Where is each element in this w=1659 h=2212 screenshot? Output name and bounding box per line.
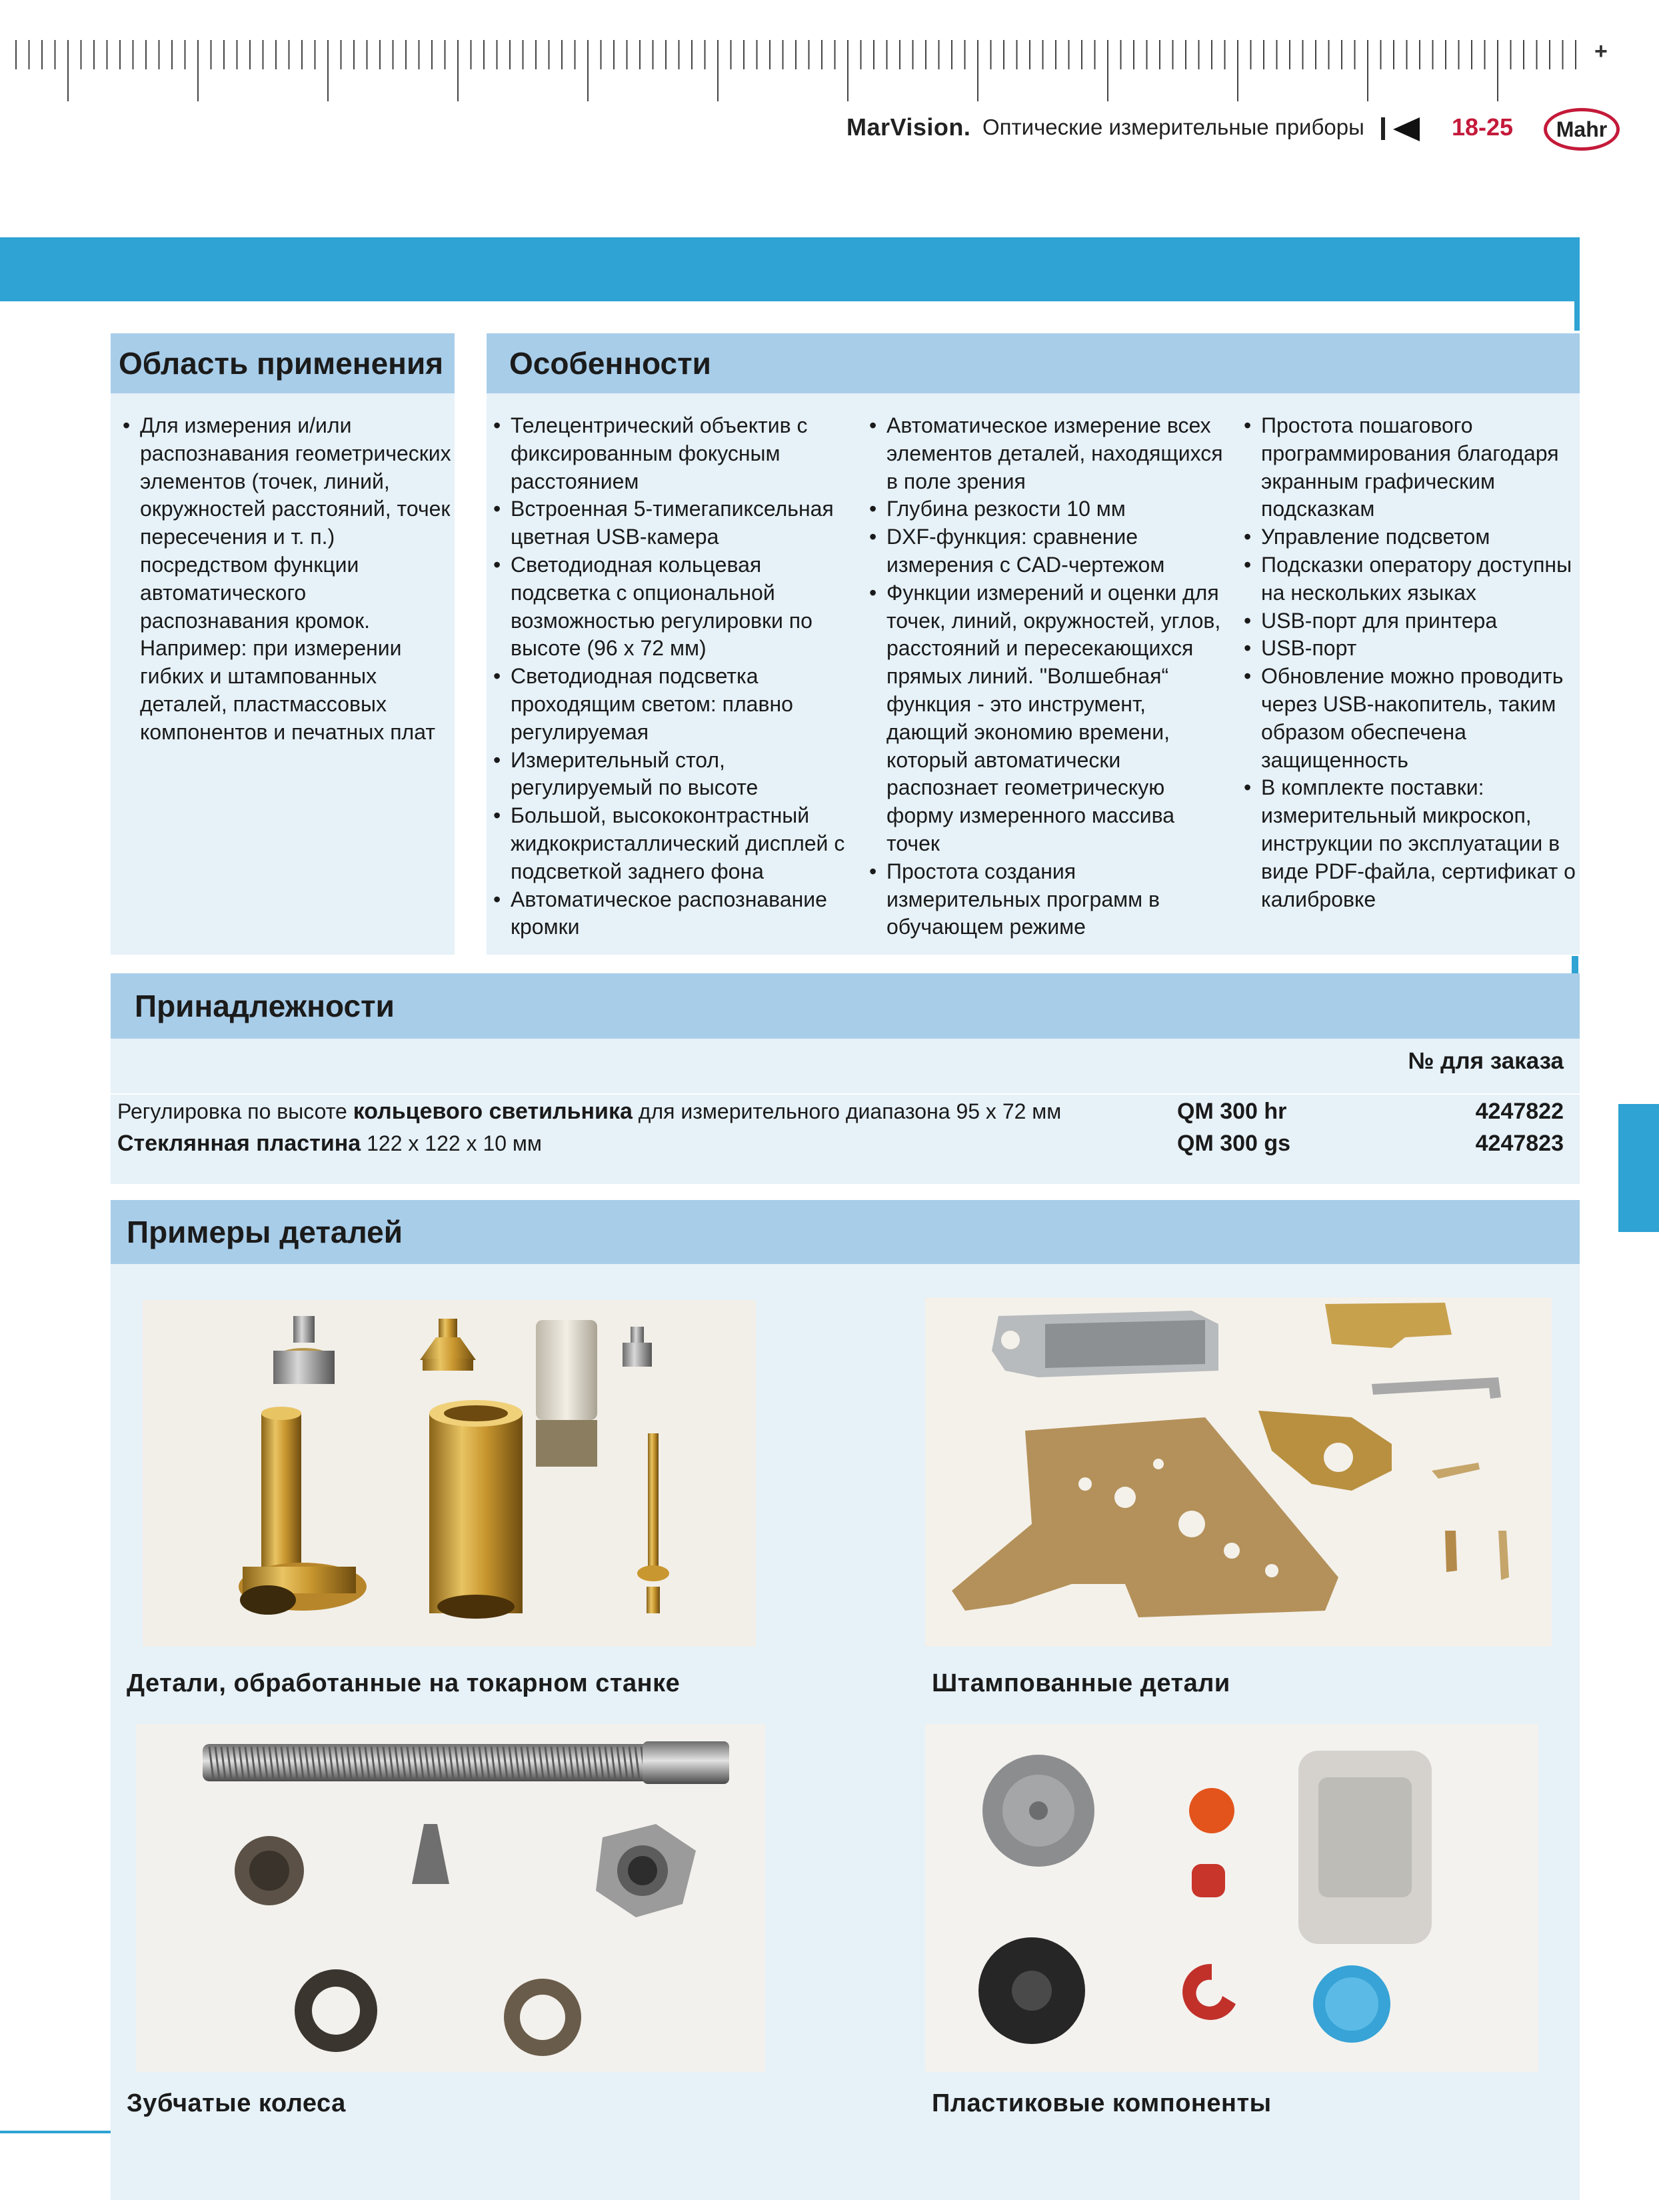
bullet-item: • Телецентрический объектив с фиксированным фокусным расстоянием [492, 412, 852, 495]
bullet-item: • Подсказки оператору доступны на нескольких языках [1242, 551, 1582, 607]
accessory-description [117, 1099, 1061, 1125]
features-list-1 [492, 412, 852, 941]
turned-parts-photo [143, 1300, 756, 1647]
gears-photo [136, 1724, 765, 2072]
bullet-item: • Функции измерений и оценки для точек, линий, окружностей, углов, расстояний и пересекающихся прямых линий. "Волшебная“ функция - это инструмент, дающий экономию времени, который автоматически распознает геометрическую форму измеренного массива точек [868, 579, 1228, 858]
turned-parts-image [143, 1300, 756, 1647]
logo-text: Mahr [1556, 117, 1608, 141]
examples-title: Примеры деталей [111, 1200, 1580, 1264]
bullet-item: • USB-порт для принтера [1242, 607, 1582, 635]
accessory-description [117, 1131, 542, 1157]
turned-parts-caption: Детали, обработанные на токарном станке [127, 1669, 681, 1697]
application-list [121, 412, 455, 747]
bullet-item: • Управление подсветом [1242, 523, 1582, 551]
plastic-parts-image [925, 1724, 1538, 2072]
header-subtitle: Оптические измерительные приборы [982, 115, 1364, 139]
accessory-desc-post: для измерительного диапазона 95 x 72 мм [632, 1099, 1062, 1123]
bullet-item: • Встроенная 5-тимегапиксельная цветная USB-камера [492, 495, 852, 551]
features-list-2 [868, 412, 1228, 941]
features-list-3 [1242, 412, 1582, 913]
plastic-parts-photo [925, 1724, 1538, 2072]
blue-band [0, 237, 1580, 301]
stamped-parts-image [925, 1297, 1552, 1647]
stamped-parts-photo [925, 1297, 1552, 1647]
brand-name: MarVision. [846, 113, 971, 141]
accessory-desc-pre: Регулировка по высоте [117, 1099, 353, 1123]
page-ruler [0, 0, 1600, 107]
accessory-desc-bold: кольцевого светильника [353, 1099, 633, 1124]
bottom-accent-line [0, 2131, 111, 2133]
bullet-item: • В комплекте поставки: измерительный микроскоп, инструкции по эксплуатации в виде PDF-файла, сертификат о калибровке [1242, 774, 1582, 913]
bullet-item: • Обновление можно проводить через USB-накопитель, таким образом обеспечена защищенность [1242, 663, 1582, 774]
bullet-item: • Простота пошагового программирования благодаря экранным графическим подсказкам [1242, 412, 1582, 523]
chapter-tab [1618, 1104, 1659, 1232]
bullet-item: • Простота создания измерительных программ в обучающем режиме [868, 858, 1228, 941]
bullet-item: • Глубина резкости 10 мм [868, 495, 1228, 523]
bullet-item: • Большой, высококонтрастный жидкокристаллический дисплей с подсветкой заднего фона [492, 802, 852, 885]
accessory-order-number: 4247823 [1475, 1131, 1564, 1156]
bullet-item: • Светодиодная подсветка проходящим светом: плавно регулируемая [492, 663, 852, 746]
stamped-parts-caption: Штампованные детали [932, 1669, 1230, 1697]
accessory-order-number: 4247822 [1475, 1099, 1564, 1124]
left-arrow-icon [1393, 117, 1420, 141]
blue-band-edge [1574, 237, 1580, 331]
crop-mark-plus: + [1594, 39, 1608, 64]
bullet-item: • Для измерения и/или распознавания геометрических элементов (точек, линий, окружностей расстояний, точек пересечения и т. п.) посредством функции автоматического распознавания кромок. Например: при измерении гибких и штампованных деталей, пластмассовых компонентов и печатных плат [121, 412, 455, 747]
page-number: 18-25 [1452, 113, 1514, 141]
accessory-row [117, 1099, 1564, 1128]
accessories-title: Принадлежности [111, 973, 1580, 1039]
bullet-item: • USB-порт [1242, 635, 1582, 663]
header-separator [1381, 117, 1385, 140]
bullet-item: • Светодиодная кольцевая подсветка с опциональной возможностью регулировки по высоте (96 x 72 мм) [492, 551, 852, 663]
bullet-item: • Измерительный стол, регулируемый по высоте [492, 747, 852, 803]
page-header [827, 108, 1626, 148]
order-number-header: № для заказа [1408, 1048, 1564, 1074]
accessories-divider [111, 1093, 1580, 1095]
bullet-item: • Автоматическое распознавание кромки [492, 886, 852, 942]
gears-image [136, 1724, 765, 2072]
gears-caption: Зубчатые колеса [127, 2089, 346, 2117]
bullet-item: • Автоматическое измерение всех элементов деталей, находящихся в поле зрения [868, 412, 1228, 495]
accessory-desc-post: 122 x 122 x 10 мм [361, 1131, 542, 1155]
bullet-item: • DXF-функция: сравнение измерения с CAD-чертежом [868, 523, 1228, 579]
mahr-logo [1544, 108, 1620, 151]
accessory-desc-bold: Стеклянная пластина [117, 1131, 361, 1156]
plastic-parts-caption: Пластиковые компоненты [932, 2089, 1272, 2117]
accessory-row [117, 1131, 1564, 1160]
application-title: Область применения [111, 333, 455, 393]
features-title: Особенности [487, 333, 1580, 393]
accessory-model: QM 300 hr [1177, 1099, 1287, 1124]
accessory-model: QM 300 gs [1177, 1131, 1291, 1156]
